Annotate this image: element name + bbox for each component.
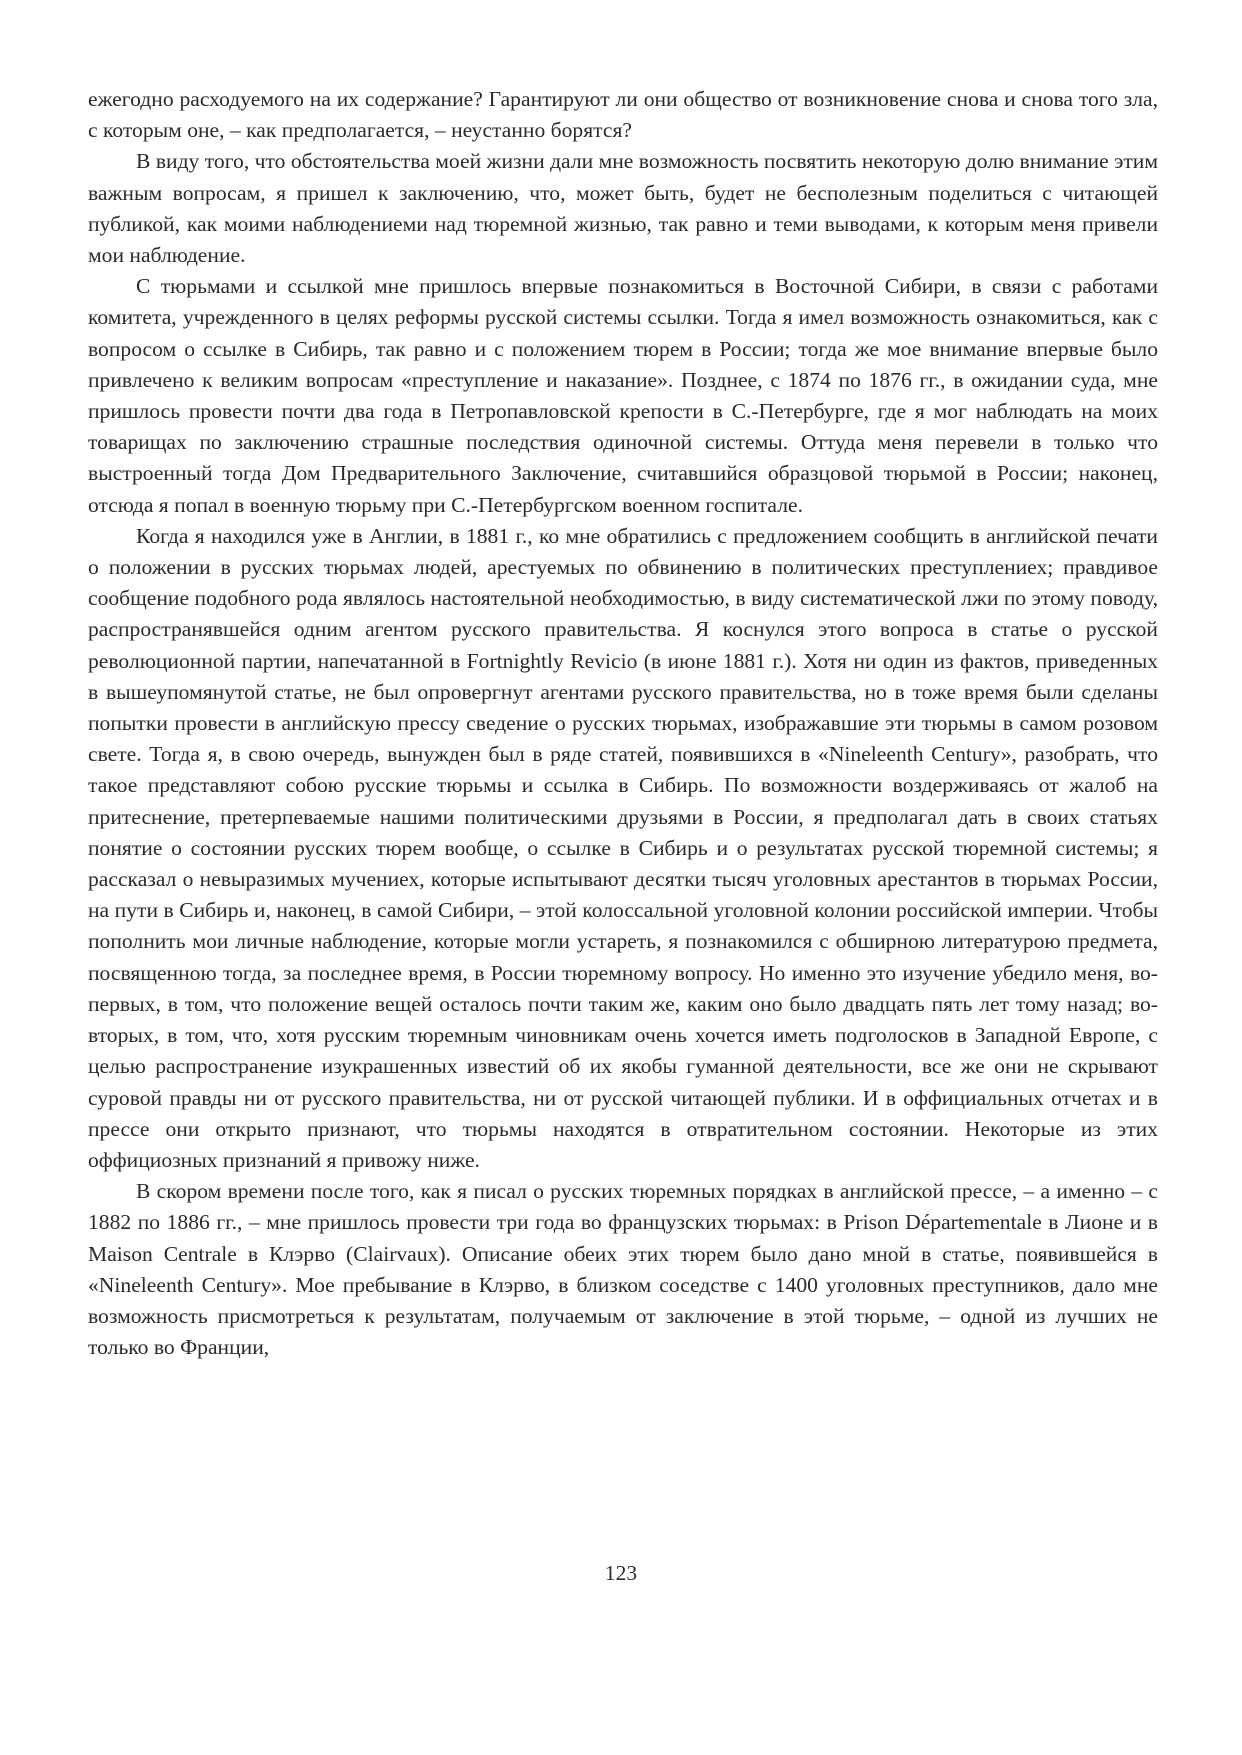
paragraph-circumstances: В виду того, что обстоятельства моей жизни дали мне возможность посвятить некоторую долю внимание этим важным вопросам, я пришел к заключению, что, может быть, будет не бесполезным поделиться с читающей публикой, как моими наблюдениеми над тюремной жизнью, так равно и теми выводами, к которым меня привели мои наблюдение. bbox=[88, 149, 1158, 268]
paragraph-siberia: С тюрьмами и ссылкой мне пришлось впервые познакомиться в Восточной Сибири, в связи с работами комитета, учрежденного в целях реформы русской системы ссылки. Тогда я имел возможность ознакомиться, как с вопросом о ссылке в Сибирь, так равно и с положением тюрем в России; тогда же мое внимание впервые было привлечено к великим вопросам «преступление и наказание». Позднее, с 1874 по 1876 гг., в ожидании суда, мне пришлось провести почти два года в Петропавловской крепости в С.-Петербурге, где я мог наблюдать на моих товарищах по заключению страшные последствия одиночной системы. Оттуда меня перевели в только что выстроенный тогда Дом Предварительного Заключение, считавшийся образцовой тюрьмой в России; наконец, отсюда я попал в военную тюрьму при С.-Петербургском военном госпитале. bbox=[88, 274, 1158, 517]
page-number: 123 bbox=[604, 1561, 638, 1585]
paragraph-continuation: ежегодно расходуемого на их содержание? Гарантируют ли они общество от возникновение снова и снова того зла, с которым оне, – как предполагается, – неустанно борятся? bbox=[88, 87, 1158, 143]
paragraph-england: Когда я находился уже в Англии, в 1881 г., ко мне обратились с предложением сообщить в английской печати о положении в русских тюрьмах людей, арестуемых по обвинению в политических преступлениех; правдивое сообщение подобного рода являлось настоятельной необходимостью, в виду систематической лжи по этому поводу, распространявшейся одним агентом русского правительства. Я коснулся этого вопроса в статье о русской революционной партии, напечатанной в Fortnightly Revicio (в июне 1881 г.). Хотя ни один из фактов, приведенных в вышеупомянутой статье, не был опровергнут агентами русского правительства, но в тоже время были сделаны попытки провести в английскую прессу сведение о русских тюрьмах, изображавшие эти тюрьмы в самом розовом свете. Тогда я, в свою очередь, вынужден был в ряде статей, появившихся в «Nineleenth Century», разобрать, что такое представляют собою русские тюрьмы и ссылка в Сибирь. По возможности воздерживаясь от жалоб на притеснение, претерпеваемые нашими политическими друзьями в России, я предполагал дать в своих статьях понятие о состоянии русских тюрем вообще, о ссылке в Сибирь и о результатах русской тюремной системы; я рассказал о невыразимых мучениех, которые испытывают десятки тысяч уголовных арестантов в тюрьмах России, на пути в Сибирь и, наконец, в самой Сибири, – этой колоссальной уголовной колонии российской империи. Чтобы пополнить мои личные наблюдение, которые могли устареть, я познакомился с обширною литературою предмета, посвященною тогда, за последнее время, в России тюремному вопросу. Но именно это изучение убедило меня, во-первых, в том, что положение вещей осталось почти таким же, каким оно было двадцать пять лет тому назад; во-вторых, в том, что, хотя русским тюремным чиновникам очень хочется иметь подголосков в Западной Европе, с целью распространение изукрашенных известий об их якобы гуманной деятельности, все же они не скрывают суровой правды ни от русского правительства, ни от русской читающей публики. И в оффициальных отчетах и в прессе они открыто признают, что тюрьмы находятся в отвратительном состоянии. Некоторые из этих оффициозных признаний я привожу ниже. bbox=[88, 523, 1158, 1172]
document-body bbox=[88, 84, 1158, 1363]
paragraph-france: В скором времени после того, как я писал о русских тюремных порядках в английской прессе, – а именно – с 1882 по 1886 гг., – мне пришлось провести три года во французских тюрьмах: в Prison Départementale в Лионе и в Maison Centrale в Клэрво (Clairvaux). Описание обеих этих тюрем было дано мной в статье, появившейся в «Nineleenth Century». Мое пребывание в Клэрво, в близком соседстве с 1400 уголовных преступников, дало мне возможность присмотреться к результатам, получаемым от заключение в этой тюрьме, – одной из лучших не только во Франции, bbox=[88, 1179, 1158, 1360]
